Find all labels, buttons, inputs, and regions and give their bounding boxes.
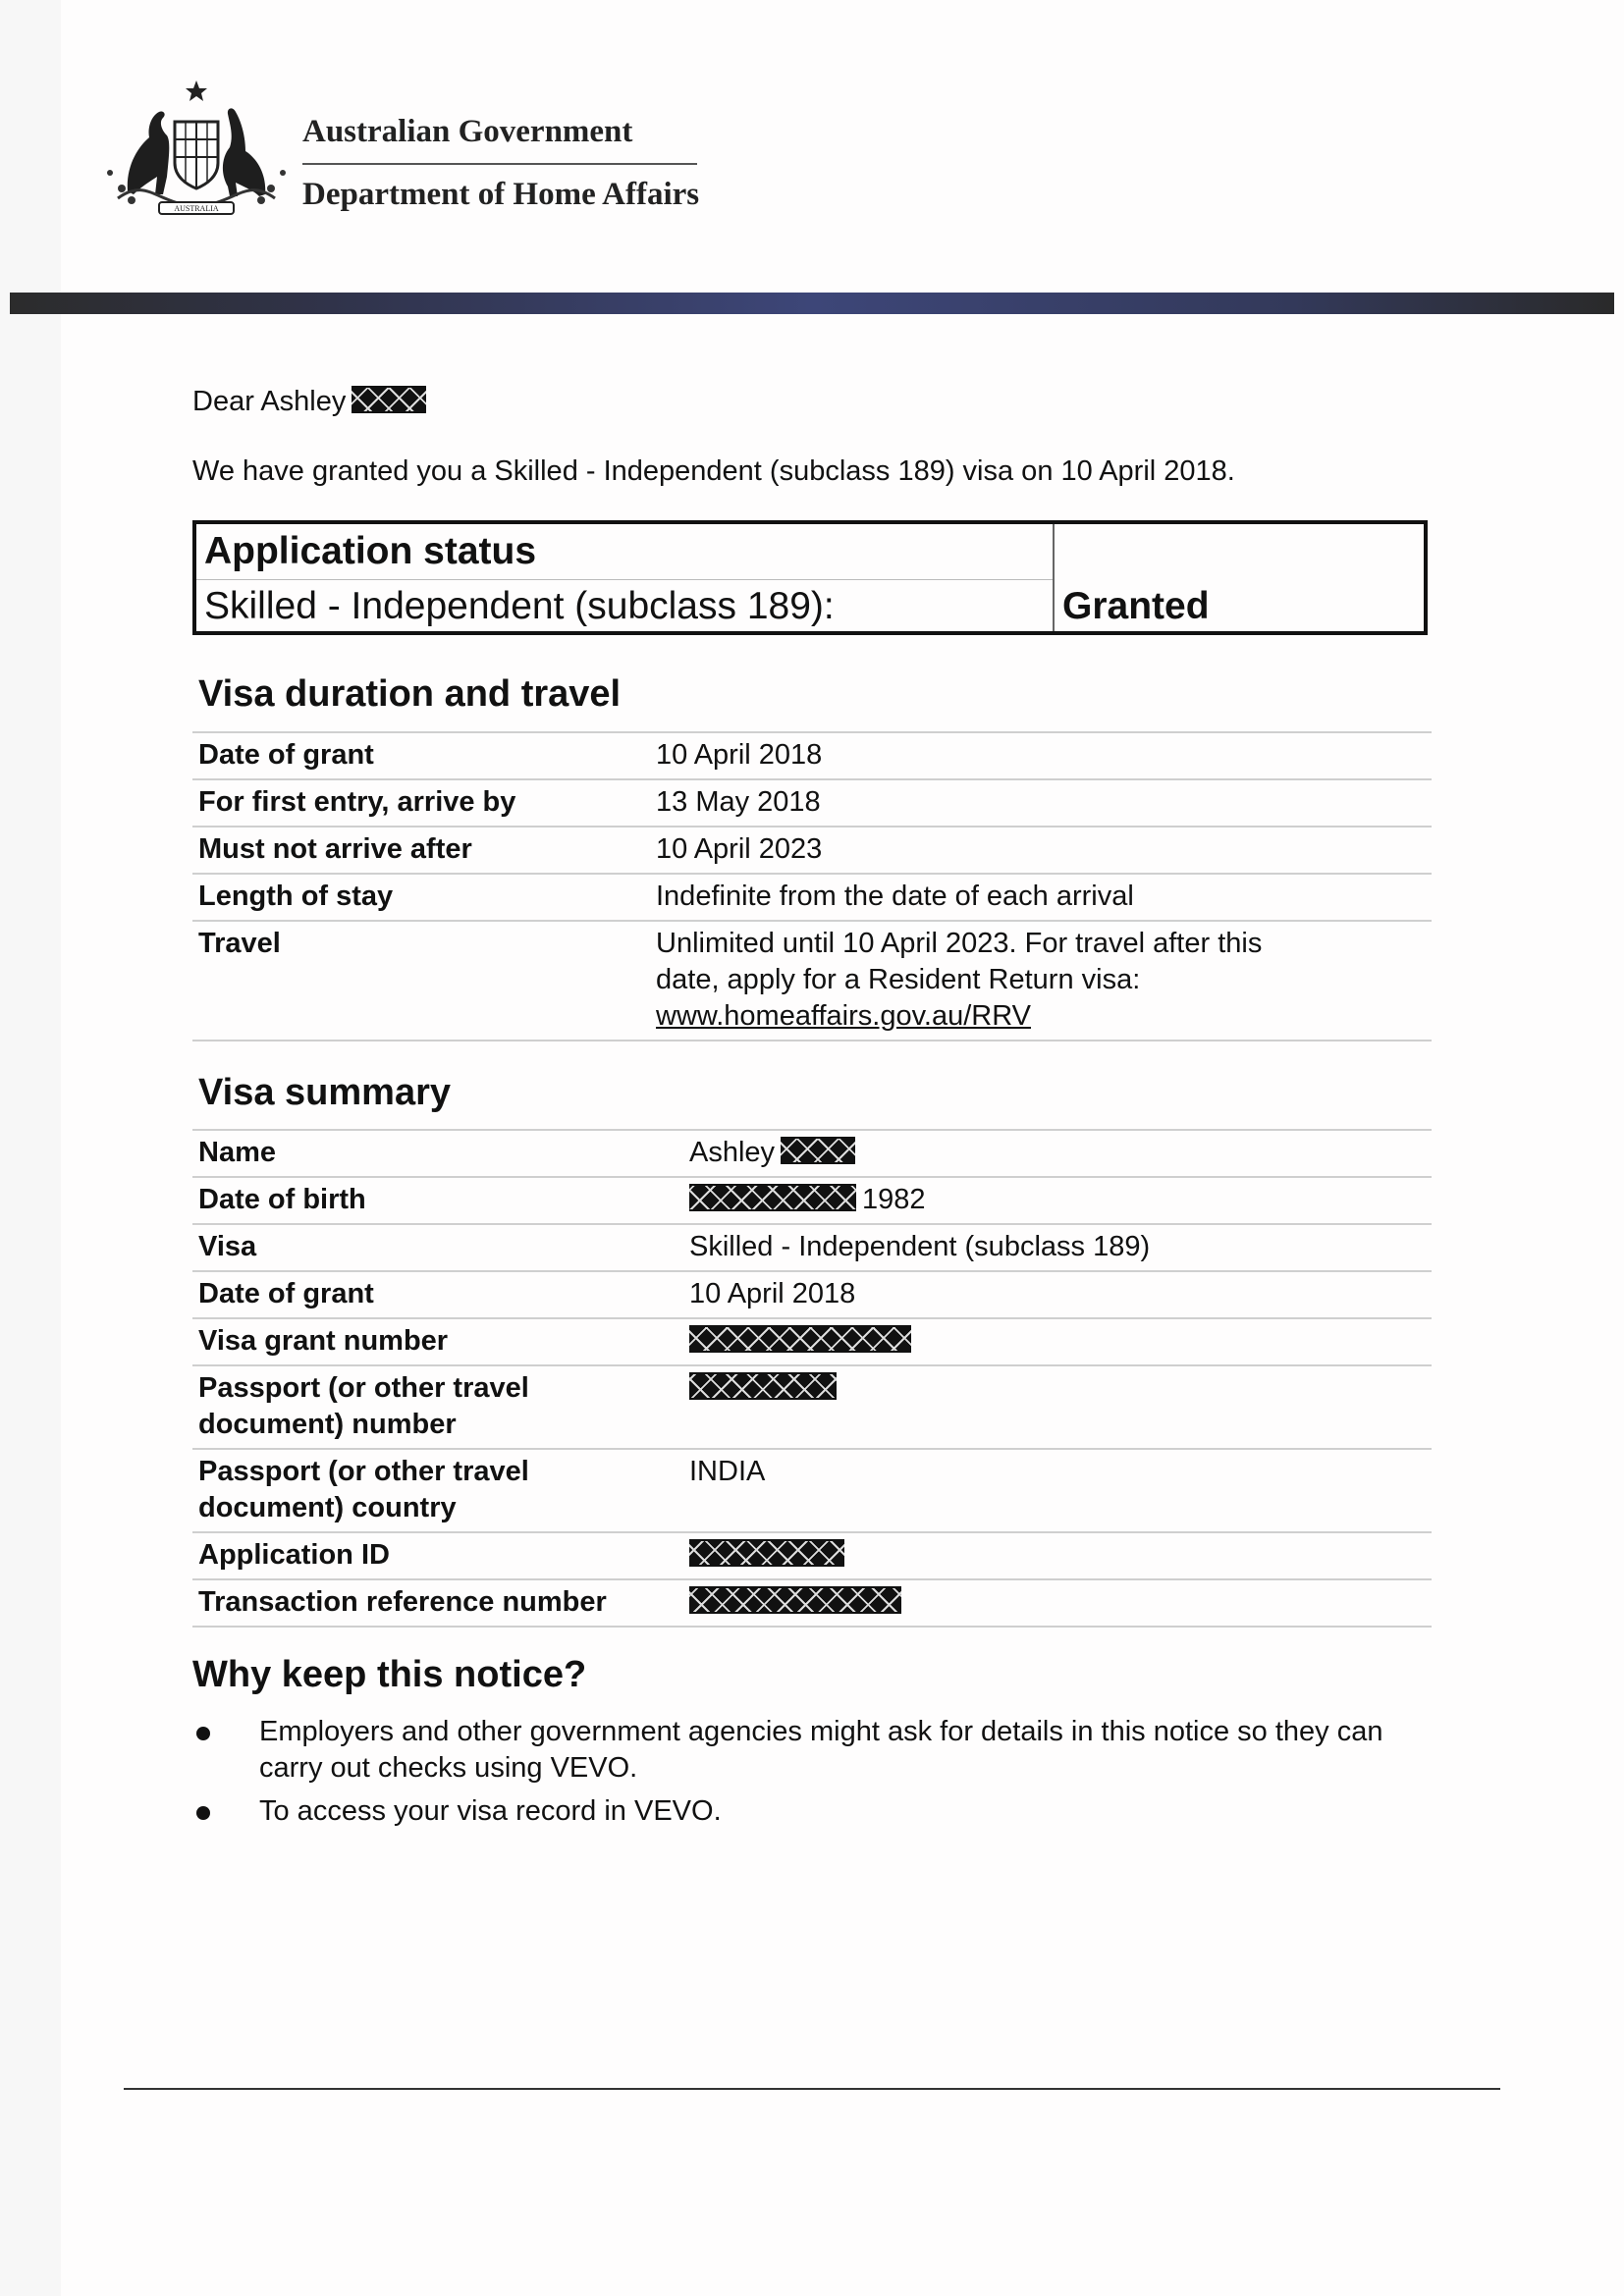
status-subclass: Skilled - Independent (subclass 189): [204, 585, 835, 627]
status-inner-rule [196, 579, 1053, 580]
row-label: Must not arrive after [198, 833, 472, 865]
table-row [192, 1130, 1432, 1177]
footer-divider [124, 2088, 1500, 2090]
department-name: Department of Home Affairs [302, 177, 700, 212]
redacted-passport-number [689, 1372, 837, 1400]
list-item: To access your visa record in VEVO. [192, 1793, 1432, 1830]
table-row [192, 1318, 1432, 1365]
header-band [10, 293, 1614, 314]
status-column-divider [1053, 524, 1055, 631]
row-value: Indefinite from the date of each arrival [656, 881, 1134, 912]
row-value: Skilled - Independent (subclass 189) [689, 1231, 1151, 1262]
row-value [683, 1532, 1432, 1579]
row-value [683, 1318, 1432, 1365]
row-label: Travel [198, 928, 281, 959]
intro-sentence: We have granted you a Skilled - Independent (subclass 189) visa on 10 April 2018. [192, 455, 1235, 487]
summary-table [192, 1129, 1432, 1628]
redacted-surname [781, 1137, 855, 1164]
redacted-surname [352, 386, 426, 413]
table-row [192, 1365, 1432, 1449]
row-label: Date of birth [198, 1184, 366, 1215]
letterhead [98, 79, 707, 226]
page-margin-shade [0, 0, 61, 2296]
application-status-box [192, 520, 1428, 635]
row-value [683, 1130, 1432, 1177]
row-value: 10 April 2018 [689, 1278, 856, 1309]
government-name: Australian Government [302, 114, 633, 149]
why-keep-list [192, 1714, 1432, 1837]
redacted-birth-day-month [689, 1184, 856, 1211]
table-row [192, 827, 1432, 874]
row-label: Visa grant number [198, 1325, 449, 1357]
why-keep-title: Why keep this notice? [192, 1654, 587, 1695]
row-label: Transaction reference number [198, 1586, 607, 1618]
row-value [683, 1579, 1432, 1627]
row-value [683, 1177, 1432, 1224]
coat-of-arms-icon [98, 79, 295, 221]
row-value [650, 921, 1432, 1041]
resident-return-link[interactable]: www.homeaffairs.gov.au/RRV [656, 1000, 1032, 1032]
header-divider [302, 163, 697, 165]
duration-table [192, 731, 1432, 1041]
redacted-application-id [689, 1539, 844, 1567]
status-title: Application status [204, 530, 537, 572]
row-label: Date of grant [198, 1278, 374, 1309]
row-value: INDIA [689, 1456, 766, 1487]
table-row [192, 874, 1432, 921]
row-label: Date of grant [198, 739, 374, 771]
table-row [192, 1449, 1432, 1532]
row-label: For first entry, arrive by [198, 786, 516, 818]
table-row [192, 1271, 1432, 1318]
row-label: Length of stay [198, 881, 394, 912]
duration-title: Visa duration and travel [198, 673, 622, 715]
salutation [192, 386, 426, 418]
table-row [192, 732, 1432, 779]
row-value: 13 May 2018 [656, 786, 821, 818]
birth-year: 1982 [862, 1184, 926, 1215]
table-row [192, 921, 1432, 1041]
list-item: Employers and other government agencies might ask for details in this notice so they can carry out checks using VEVO. [192, 1714, 1398, 1787]
svg-text:AUSTRALIA: AUSTRALIA [174, 204, 219, 213]
row-value: 10 April 2023 [656, 833, 823, 865]
table-row [192, 1579, 1432, 1627]
status-value: Granted [1062, 585, 1210, 627]
salutation-text: Dear Ashley [192, 386, 347, 417]
row-label: Name [198, 1137, 276, 1168]
table-row [192, 1177, 1432, 1224]
row-label: Visa [198, 1231, 257, 1262]
table-row [192, 1224, 1432, 1271]
table-row [192, 779, 1432, 827]
row-value [683, 1365, 1432, 1449]
summary-title: Visa summary [198, 1072, 452, 1113]
table-row [192, 1532, 1432, 1579]
redacted-transaction-reference [689, 1586, 901, 1614]
row-label: Application ID [198, 1539, 390, 1571]
row-label: Passport (or other travel document) country [198, 1456, 529, 1523]
row-value: 10 April 2018 [656, 739, 823, 771]
redacted-grant-number [689, 1325, 911, 1353]
row-label: Passport (or other travel document) number [198, 1372, 529, 1440]
travel-text: Unlimited until 10 April 2023. For travel after this date, apply for a Resident Return visa: [656, 928, 1263, 995]
name-value: Ashley [689, 1137, 776, 1168]
